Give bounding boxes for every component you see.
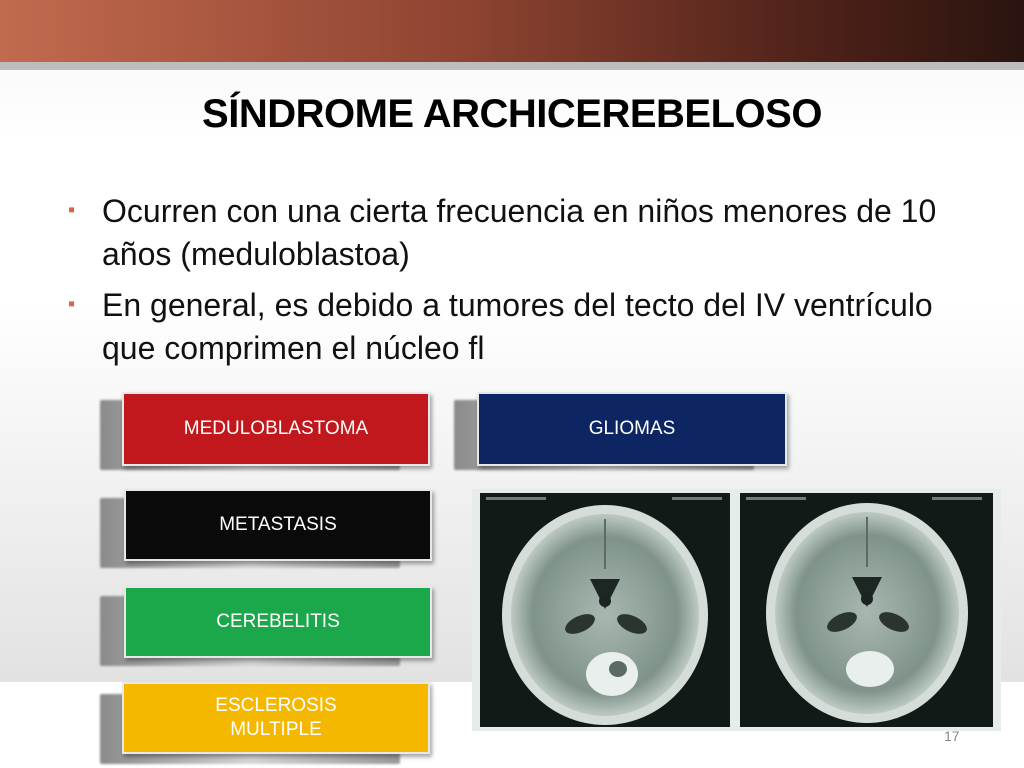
bullet-marker-icon: ▪ — [68, 293, 76, 315]
bullet-item — [62, 284, 972, 370]
bullet-item — [62, 190, 972, 276]
esclerosis-box — [122, 682, 430, 754]
meduloblastoma-label: MEDULOBLASTOMA — [183, 418, 369, 439]
top-decor-line — [0, 62, 1024, 70]
bullet-text: En general, es debido a tumores del tecto del IV ventrículo que comprimen el núcleo fl — [102, 287, 933, 366]
esclerosis-label-line2: MULTIPLE — [230, 719, 322, 740]
gliomas-label: GLIOMAS — [588, 418, 676, 439]
bullet-marker-icon: ▪ — [68, 199, 76, 221]
bullet-text: Ocurren con una cierta frecuencia en niños menores de 10 años (meduloblastoa) — [102, 193, 937, 272]
meduloblastoma-box — [122, 392, 430, 466]
cerebelitis-box — [124, 586, 432, 658]
ct-scan-drawing — [472, 489, 1001, 731]
bullet-list — [62, 190, 972, 378]
cerebelitis-label: CEREBELITIS — [216, 611, 340, 632]
ct-scan-image — [472, 489, 1001, 731]
metastasis-box — [124, 489, 432, 561]
slide-title: SÍNDROME ARCHICEREBELOSO — [202, 92, 822, 136]
esclerosis-label-line1: ESCLEROSIS — [215, 695, 337, 716]
gliomas-box — [477, 392, 787, 466]
metastasis-label: METASTASIS — [219, 514, 337, 535]
top-decor-bar — [0, 0, 1024, 62]
page-number: 17 — [944, 728, 960, 744]
